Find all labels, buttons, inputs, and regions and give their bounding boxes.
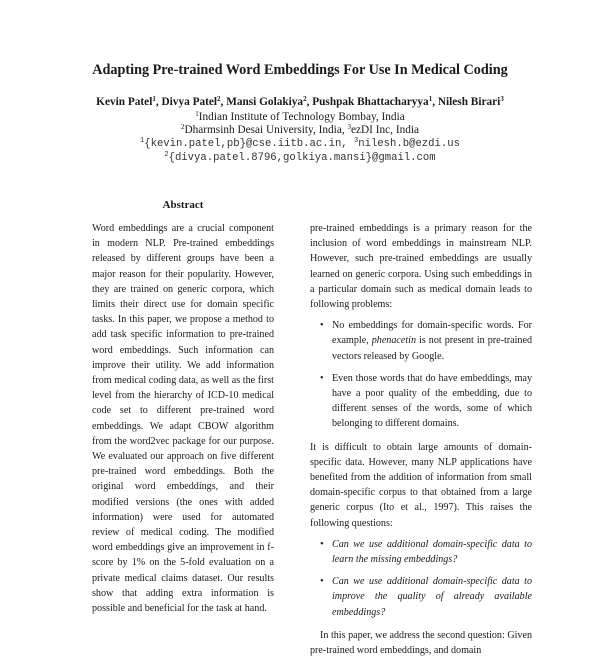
bullet-icon: • (320, 372, 324, 384)
list-item: • Even those words that do have embeddings, may have a poor quality of the embedding, due to different senses of the words, some of which belonging to different domains. (320, 372, 532, 430)
email-line-1: $^1${kevin.patel,pb}@cse.iitb.ac.in, $^3$nilesh.b@ezdi.us (140, 137, 460, 150)
bullet-icon: • (320, 320, 324, 332)
paragraph: pre-trained embeddings is a primary reason for the inclusion of word embeddings in mainstream NLP. However, such pre-trained embeddings are usually learned on generic corpora. Using such embeddings in a particular domain such as medical domain leads to following problems: (310, 223, 532, 311)
paragraph: In this paper, we address the second question: Given pre-trained word embeddings, and domain (310, 629, 532, 657)
author: Kevin Patel$^1$, (96, 95, 162, 108)
author-list (30, 96, 570, 108)
body-column (310, 221, 532, 658)
question-list (310, 537, 532, 620)
list-item: • Can we use additional domain-specific data to improve the quality of already available embeddings? (320, 576, 532, 618)
affiliation-line-2: $^2$Dharmsinh Desai University, India, $^3$ezDI Inc, India (180, 123, 420, 136)
list-item: • Can we use additional domain-specific data to learn the missing embeddings? (320, 538, 532, 566)
author: Mansi Golakiya$^2$, (226, 95, 313, 108)
author: Pushpak Bhattacharyya$^1$, (312, 95, 438, 108)
list-item: • No embeddings for domain-specific words. For example, phenacetin is not present in pre-trained vectors released by Google. (320, 320, 532, 362)
affiliation-line-1: $^1$Indian Institute of Technology Bombay, India (195, 110, 405, 123)
abstract-heading: Abstract (162, 199, 204, 211)
problem-list (310, 318, 532, 431)
abstract-text: Word embeddings are a crucial component in modern NLP. Pre-trained embeddings released by different groups have been a major reason for their popularity. However, they are trained on generic corpora, which limits their direct use for domain specific tasks. In this paper, we propose a method to add task specific information to pre-trained word embeddings. Such information can improve their utility. We add information from medical coding data, as well as the first level from the hierarchy of ICD-10 medical code set to different pre-trained word embeddings. We adapt CBOW algorithm from the word2vec package for our purpose. We evaluated our approach on five different pre-trained word embeddings. Both the original word embeddings, and their modified versions (the ones with added information) were used for automated review of medical coding. The modified word embeddings give an improvement in f-score by 1% on the 5-fold evaluation on a private medical claims dataset. Our results show that adding extra information is possible and beneficial for the task at hand. (92, 223, 274, 615)
paper-title: Adapting Pre-trained Word Embeddings For Use In Medical Coding (92, 62, 508, 78)
bullet-icon: • (320, 576, 324, 588)
email-line-2: $^2${divya.patel.8796,golkiya.mansi}@gmail.com (164, 151, 436, 164)
bullet-icon: • (320, 538, 324, 550)
paragraph: It is difficult to obtain large amounts of domain-specific data. However, many NLP applications have benefited from the addition of information from small domain-specific corpus to that obtained from a large generic corpus (Ito et al., 1997). This raises the following questions: (310, 441, 532, 529)
author: Divya Patel$^2$, (161, 95, 227, 108)
author: Nilesh Birari$^3$ (437, 95, 504, 108)
